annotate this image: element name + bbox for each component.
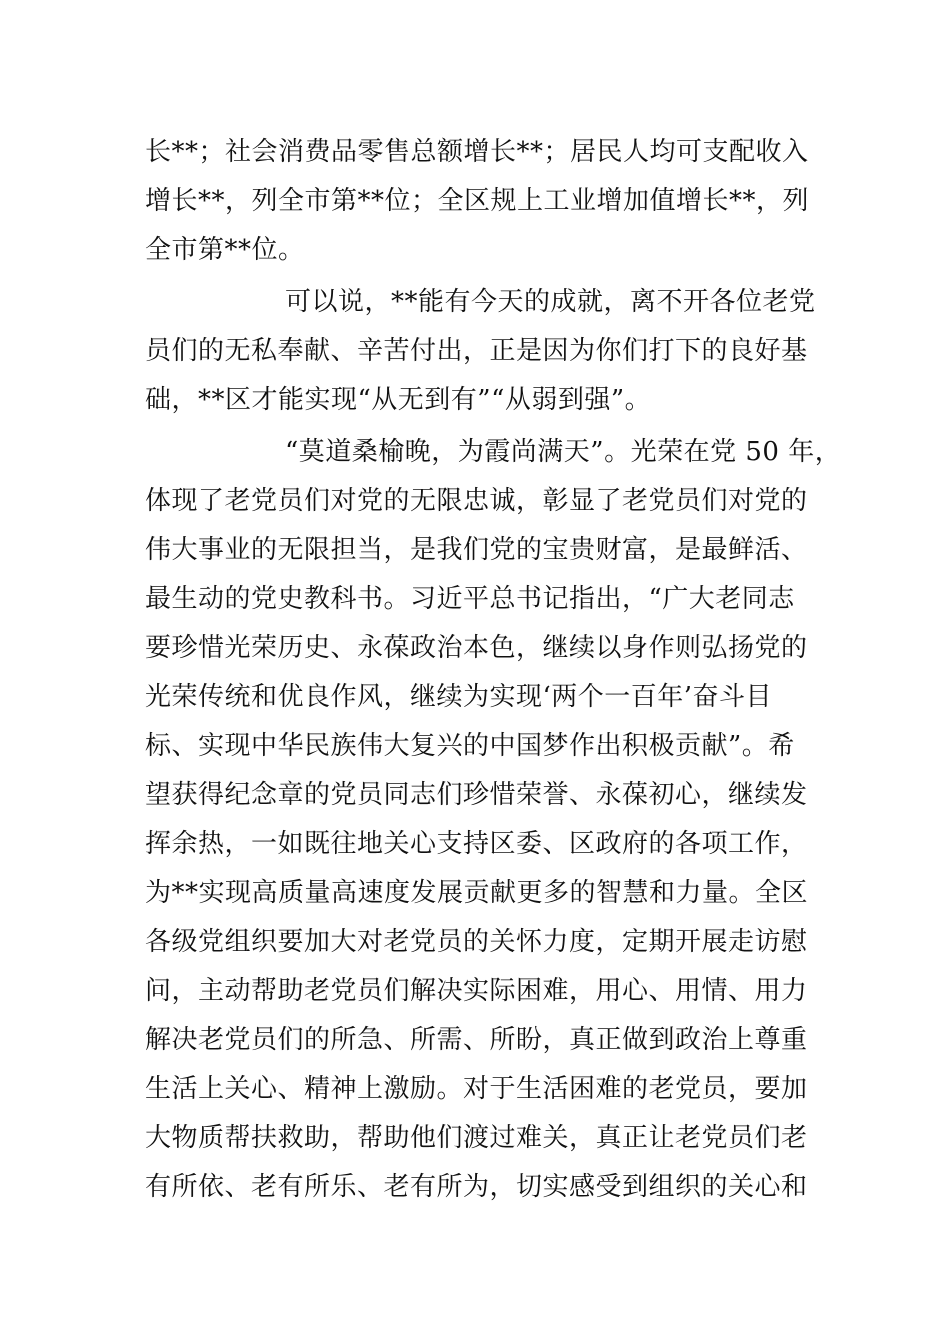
text-line: 要珍惜光荣历史、永葆政治本色，继续以身作则弘扬党的 — [145, 633, 808, 663]
text-line: 长**；社会消费品零售总额增长**；居民人均可支配收入 — [145, 137, 809, 167]
text-line: 解决老党员们的所急、所需、所盼，真正做到政治上尊重 — [145, 1025, 808, 1055]
text-line: 伟大事业的无限担当，是我们党的宝贵财富，是最鲜活、 — [145, 535, 808, 565]
text-line: 望获得纪念章的党员同志们珍惜荣誉、永葆初心，继续发 — [145, 780, 808, 810]
text-line: 各级党组织要加大对老党员的关怀力度，定期开展走访慰 — [145, 927, 808, 957]
text-line: “莫道桑榆晚，为霞尚满天”。光荣在党 50 年， — [285, 437, 842, 467]
text-line: 全市第**位。 — [145, 235, 305, 265]
paragraph-3 — [145, 428, 842, 1212]
paragraph-1 — [145, 128, 810, 275]
text-line: 最生动的党史教科书。习近平总书记指出，“广大老同志 — [145, 584, 795, 614]
text-line: 础，**区才能实现“从无到有”“从弱到强”。 — [145, 385, 652, 415]
text-line: 问，主动帮助老党员们解决实际困难，用心、用情、用力 — [145, 976, 808, 1006]
text-line: 为**实现高质量高速度发展贡献更多的智慧和力量。全区 — [145, 878, 809, 908]
text-line: 有所依、老有所乐、老有所为，切实感受到组织的关心和 — [145, 1172, 808, 1202]
text-line: 挥余热，一如既往地关心支持区委、区政府的各项工作， — [145, 829, 808, 859]
text-line: 可以说，**能有今天的成就，离不开各位老党 — [285, 287, 816, 317]
text-line: 光荣传统和优良作风，继续为实现‘两个一百年’奋斗目 — [145, 682, 773, 712]
text-line: 体现了老党员们对党的无限忠诚，彰显了老党员们对党的 — [145, 486, 808, 516]
text-line: 生活上关心、精神上激励。对于生活困难的老党员，要加 — [145, 1074, 808, 1104]
text-line: 员们的无私奉献、辛苦付出，正是因为你们打下的良好基 — [145, 336, 808, 366]
document-body — [145, 128, 842, 1212]
paragraph-2 — [145, 278, 816, 425]
text-line: 大物质帮扶救助，帮助他们渡过难关，真正让老党员们老 — [145, 1123, 808, 1153]
text-line: 标、实现中华民族伟大复兴的中国梦作出积极贡献”。希 — [145, 731, 795, 761]
text-line: 增长**，列全市第**位；全区规上工业增加值增长**，列 — [145, 186, 810, 216]
